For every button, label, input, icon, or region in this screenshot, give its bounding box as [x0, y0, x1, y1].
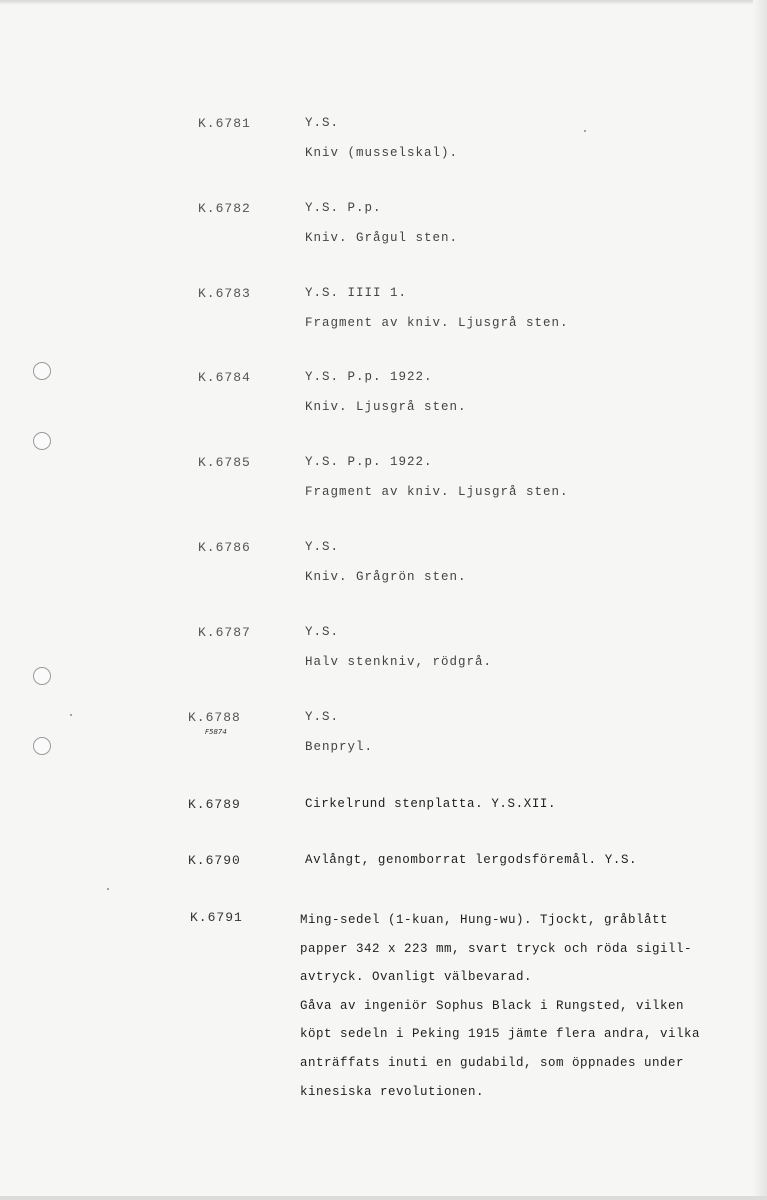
entry-line: Gåva av ingeniör Sophus Black i Rungsted, vilken [300, 998, 685, 1013]
entry-line: Fragment av kniv. Ljusgrå sten. [305, 316, 569, 330]
catalog-number: K.6786 [198, 540, 251, 555]
entry-line: Benpryl. [305, 740, 374, 754]
entry-line: köpt sedeln i Peking 1915 jämte flera andra, vilka [300, 1027, 701, 1042]
paper-speck [107, 888, 109, 890]
page-bottom-edge [0, 1196, 767, 1200]
entry-line: Cirkelrund stenplatta. Y.S.XII. [305, 797, 557, 811]
entry-line: papper 342 x 223 mm, svart tryck och röda sigill- [300, 941, 693, 956]
entry-line: Y.S. [305, 116, 340, 130]
page-right-edge [753, 0, 767, 1200]
punch-hole [33, 432, 51, 450]
catalog-number: K.6785 [198, 455, 251, 470]
entry-line: Halv stenkniv, rödgrå. [305, 655, 493, 669]
catalog-number: K.6788 [188, 710, 241, 725]
punch-hole [33, 362, 51, 380]
catalog-number: K.6787 [198, 625, 251, 640]
page-top-edge [0, 0, 767, 5]
catalog-number: K.6790 [188, 853, 241, 868]
entry-line: Avlångt, genomborrat lergodsföremål. Y.S. [305, 853, 638, 867]
catalog-number: K.6782 [198, 201, 251, 216]
paper-speck [584, 130, 586, 132]
punch-hole [33, 667, 51, 685]
entry-line: Y.S. P.p. 1922. [305, 370, 433, 384]
punch-hole [33, 737, 51, 755]
entry-line: Kniv. Grågul sten. [305, 231, 459, 245]
catalog-number: K.6784 [198, 370, 251, 385]
catalog-number: K.6789 [188, 797, 241, 812]
entry-line: Kniv (musselskal). [305, 146, 459, 160]
entry-line: Kniv. Grågrön sten. [305, 570, 467, 584]
entry-line: Y.S. P.p. [305, 201, 382, 215]
entry-line: anträffats inuti en gudabild, som öppnades under [300, 1055, 685, 1070]
entry-line: Y.S. [305, 540, 340, 554]
catalog-number: K.6781 [198, 116, 251, 131]
entry-line: Y.S. [305, 625, 340, 639]
entry-line: Y.S. [305, 710, 340, 724]
entry-description [300, 906, 730, 1106]
entry-line: Kniv. Ljusgrå sten. [305, 400, 467, 414]
entry-line: Fragment av kniv. Ljusgrå sten. [305, 485, 569, 499]
entry-line: Ming-sedel (1-kuan, Hung-wu). Tjockt, gråblått [300, 913, 669, 927]
entry-line: avtryck. Ovanligt välbevarad. [300, 970, 533, 985]
annotation-number: F5874 [205, 728, 227, 736]
catalog-number: K.6783 [198, 286, 251, 301]
paper-speck [70, 714, 72, 716]
entry-line: Y.S. P.p. 1922. [305, 455, 433, 469]
catalog-number: K.6791 [190, 910, 243, 925]
entry-line: Y.S. IIII 1. [305, 286, 408, 300]
entry-line: kinesiska revolutionen. [300, 1084, 485, 1099]
